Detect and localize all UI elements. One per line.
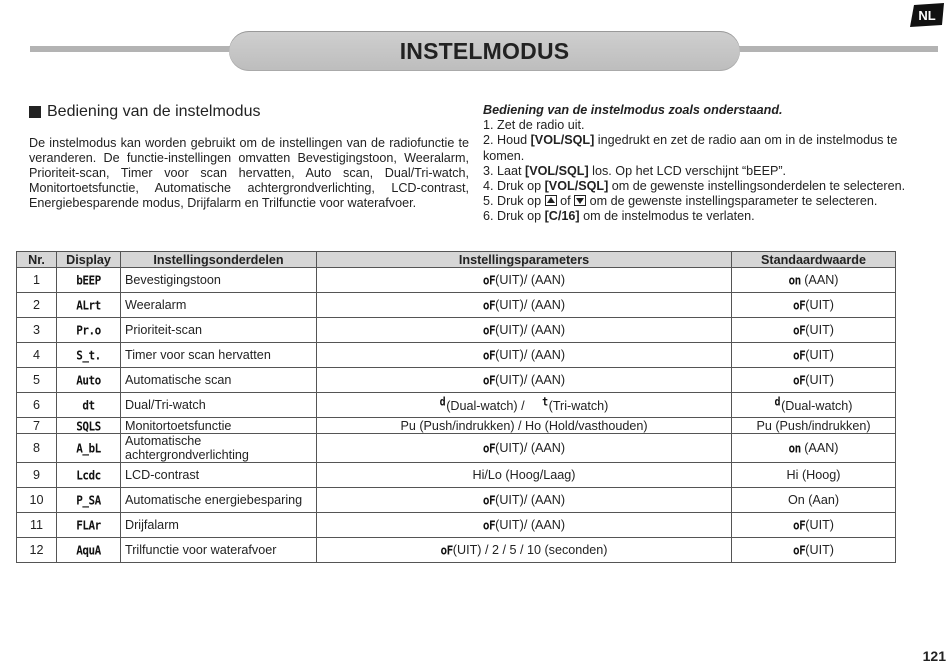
header-default: Standaardwaarde xyxy=(732,252,896,268)
row-item: Prioriteit-scan xyxy=(121,318,317,343)
bullet-square-icon xyxy=(29,106,41,118)
language-badge-label: NL xyxy=(918,8,936,23)
row-params: oF(UIT)/ (AAN) xyxy=(317,268,732,293)
language-badge xyxy=(910,3,946,27)
row-params: oF(UIT)/ (AAN) xyxy=(317,318,732,343)
steps-title: Bediening van de instelmodus zoals onderstaand. xyxy=(483,103,783,117)
row-default: oF(UIT) xyxy=(732,293,896,318)
intro-paragraph: De instelmodus kan worden gebruikt om de instellingen van de radiofunctie te veranderen. De functie-instellingen omvatten Bevestigingstoon, Weeralarm, Prioriteit-scan, Timer voor scan hervatten, Auto scan, Dual/Tri-watch, Monitortoetsfunctie, Automatische achtergrondverlichting, LCD-contrast, Energiebesparende modus, Drijfalarm en Trilfunctie voor waterafvoer. xyxy=(29,136,469,210)
row-params: oF(UIT)/ (AAN) xyxy=(317,513,732,538)
lcd-display-label: A_bL xyxy=(76,441,101,456)
row-nr: 11 xyxy=(17,513,57,538)
header-params: Instellingsparameters xyxy=(317,252,732,268)
row-params: oF(UIT)/ (AAN) xyxy=(317,293,732,318)
page-title: INSTELMODUS xyxy=(399,37,570,64)
row-default: on (AAN) xyxy=(732,268,896,293)
row-nr: 1 xyxy=(17,268,57,293)
row-item: Timer voor scan hervatten xyxy=(121,343,317,368)
table-row xyxy=(17,463,896,488)
row-default: on (AAN) xyxy=(732,434,896,463)
row-default: Hi (Hoog) xyxy=(732,463,896,488)
table-row xyxy=(17,488,896,513)
lcd-display-label: FLAr xyxy=(76,518,101,533)
row-item: Automatische scan xyxy=(121,368,317,393)
row-default: oF(UIT) xyxy=(732,538,896,563)
header-item: Instellingsonderdelen xyxy=(121,252,317,268)
page-title-banner xyxy=(229,31,740,71)
page-number: 121 xyxy=(922,648,946,664)
row-item: Weeralarm xyxy=(121,293,317,318)
table-row xyxy=(17,318,896,343)
row-nr: 4 xyxy=(17,343,57,368)
row-default: Pu (Push/indrukken) xyxy=(732,418,896,434)
header-rule-left xyxy=(30,46,235,52)
step-4: 4. Druk op [VOL/SQL] om de gewenste instellingsonderdelen te selecteren. xyxy=(483,179,906,194)
table-header-row xyxy=(17,252,896,268)
row-nr: 2 xyxy=(17,293,57,318)
lcd-display-label: Auto xyxy=(76,373,101,388)
row-nr: 3 xyxy=(17,318,57,343)
lcd-display-label: bEEP xyxy=(76,273,101,288)
row-item: Automatische energiebesparing xyxy=(121,488,317,513)
row-default: oF(UIT) xyxy=(732,318,896,343)
row-nr: 9 xyxy=(17,463,57,488)
table-row xyxy=(17,293,896,318)
row-item: Dual/Tri-watch xyxy=(121,393,317,418)
table-row xyxy=(17,393,896,418)
row-params: oF(UIT)/ (AAN) xyxy=(317,434,732,463)
step-5: 5. Druk op of om de gewenste instellingsparameter te selecteren. xyxy=(483,194,878,209)
row-nr: 12 xyxy=(17,538,57,563)
row-default: oF(UIT) xyxy=(732,368,896,393)
row-item: Drijfalarm xyxy=(121,513,317,538)
lcd-display-label: Lcdc xyxy=(76,468,101,483)
lcd-display-label: Pr.o xyxy=(76,323,101,338)
channel-down-icon xyxy=(574,195,586,206)
table-row xyxy=(17,368,896,393)
table-row xyxy=(17,434,896,463)
section-heading xyxy=(29,103,260,121)
row-default: oF(UIT) xyxy=(732,343,896,368)
step-6: 6. Druk op [C/16] om de instelmodus te verlaten. xyxy=(483,209,755,224)
row-params: Pu (Push/indrukken) / Ho (Hold/vasthouden) xyxy=(317,418,732,434)
row-nr: 6 xyxy=(17,393,57,418)
header-rule-right xyxy=(736,46,938,52)
header-nr: Nr. xyxy=(17,252,57,268)
row-item: Bevestigingstoon xyxy=(121,268,317,293)
table-row xyxy=(17,418,896,434)
row-params: d(Dual-watch) / t(Tri-watch) xyxy=(317,393,732,418)
steps-list xyxy=(483,103,923,225)
lcd-display-label: dt xyxy=(82,398,95,413)
lcd-display-label: S_t. xyxy=(76,348,101,363)
row-params: oF(UIT) / 2 / 5 / 10 (seconden) xyxy=(317,538,732,563)
row-default: On (Aan) xyxy=(732,488,896,513)
row-nr: 8 xyxy=(17,434,57,463)
table-row xyxy=(17,268,896,293)
channel-up-icon xyxy=(545,195,557,206)
row-item: Trilfunctie voor waterafvoer xyxy=(121,538,317,563)
table-row xyxy=(17,343,896,368)
row-params: oF(UIT)/ (AAN) xyxy=(317,368,732,393)
step-2: 2. Houd [VOL/SQL] ingedrukt en zet de radio aan om in de instelmodus te komen. xyxy=(483,133,898,163)
settings-table xyxy=(16,251,896,563)
row-nr: 10 xyxy=(17,488,57,513)
section-heading-text: Bediening van de instelmodus xyxy=(47,103,261,120)
lcd-display-label: AquA xyxy=(76,543,101,558)
row-params: oF(UIT)/ (AAN) xyxy=(317,488,732,513)
header-display: Display xyxy=(57,252,121,268)
lcd-display-label: ALrt xyxy=(76,298,101,313)
row-default: d(Dual-watch) xyxy=(732,393,896,418)
row-nr: 5 xyxy=(17,368,57,393)
row-default: oF(UIT) xyxy=(732,513,896,538)
table-row xyxy=(17,513,896,538)
row-item: Monitortoetsfunctie xyxy=(121,418,317,434)
row-item: LCD-contrast xyxy=(121,463,317,488)
row-item: Automatische achtergrondverlichting xyxy=(121,434,317,463)
row-params: Hi/Lo (Hoog/Laag) xyxy=(317,463,732,488)
lcd-display-label: P_SA xyxy=(76,493,101,508)
row-nr: 7 xyxy=(17,418,57,434)
lcd-display-label: SQLS xyxy=(76,418,101,434)
row-params: oF(UIT)/ (AAN) xyxy=(317,343,732,368)
step-3: 3. Laat [VOL/SQL] los. Op het LCD verschijnt “bEEP”. xyxy=(483,163,787,178)
step-1: 1. Zet de radio uit. xyxy=(483,118,585,133)
table-row xyxy=(17,538,896,563)
